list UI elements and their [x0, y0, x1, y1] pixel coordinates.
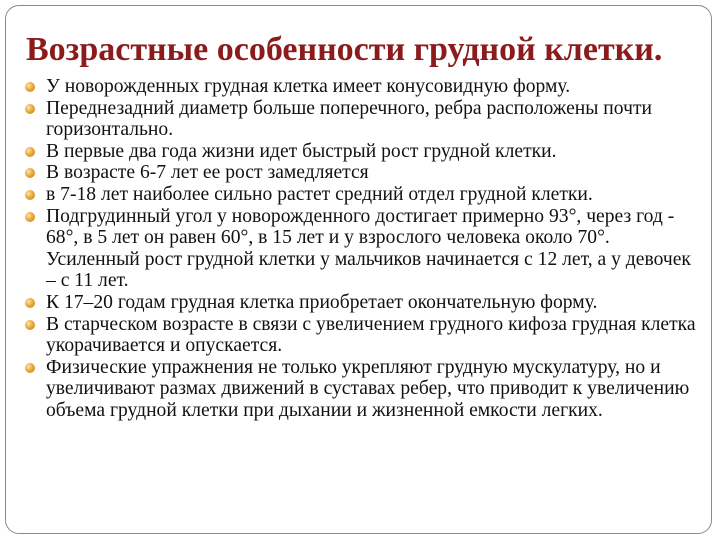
- bullet-text: В возрасте 6-7 лет ее рост замедляется: [46, 162, 369, 184]
- bullet-text: К 17–20 годам грудная клетка приобретает окончательную форму.: [46, 291, 598, 313]
- bullet-text: Переднезадний диаметр больше поперечного, ребра расположены почти горизонтально.: [46, 97, 652, 141]
- bullet-text: Физические упражнения не только укрепляют грудную мускулатуру, но и увеличивают размах движений в суставах ребер, что приводит к увеличению объема грудной клетки при дыхании и жизненной емкости легких.: [46, 356, 690, 421]
- bullet-text: в 7-18 лет наиболее сильно растет средний отдел грудной клетки.: [46, 183, 593, 205]
- bullet-dot-icon: [25, 82, 35, 92]
- bullet-dot-icon: [25, 190, 35, 200]
- list-item: [24, 184, 704, 206]
- bullet-text: У новорожденных грудная клетка имеет конусовидную форму.: [46, 76, 571, 97]
- list-item: [24, 162, 704, 184]
- list-item: [24, 98, 704, 141]
- list-item: [24, 314, 704, 357]
- bullet-dot-icon: [25, 104, 35, 114]
- bullet-text: В старческом возрасте в связи с увеличением грудного кифоза грудная клетка укорачивается и опускается.: [46, 313, 696, 357]
- bullet-dot-icon: [25, 298, 35, 308]
- list-item: [24, 76, 704, 98]
- bullet-dot-icon: [25, 363, 35, 373]
- slide-title: Возрастные особенности грудной клетки.: [26, 31, 663, 68]
- bullet-dot-icon: [25, 212, 35, 222]
- bullet-dot-icon: [25, 320, 35, 330]
- bullet-dot-icon: [25, 147, 35, 157]
- bullet-list: [24, 76, 704, 422]
- list-item: [24, 357, 704, 422]
- bullet-dot-icon: [25, 168, 35, 178]
- list-item: [24, 206, 704, 292]
- bullet-text: Подгрудинный угол у новорожденного достигает примерно 93°, через год - 68°, в 5 лет он равен 60°, в 15 лет и у взрослого человека около 70°. Усиленный рост грудной клетки у мальчиков начинается с 12 лет, а у девочек – с 11 лет.: [46, 205, 691, 292]
- list-item: [24, 141, 704, 163]
- list-item: [24, 292, 704, 314]
- slide-frame: [5, 5, 712, 534]
- bullet-text: В первые два года жизни идет быстрый рост грудной клетки.: [46, 140, 557, 162]
